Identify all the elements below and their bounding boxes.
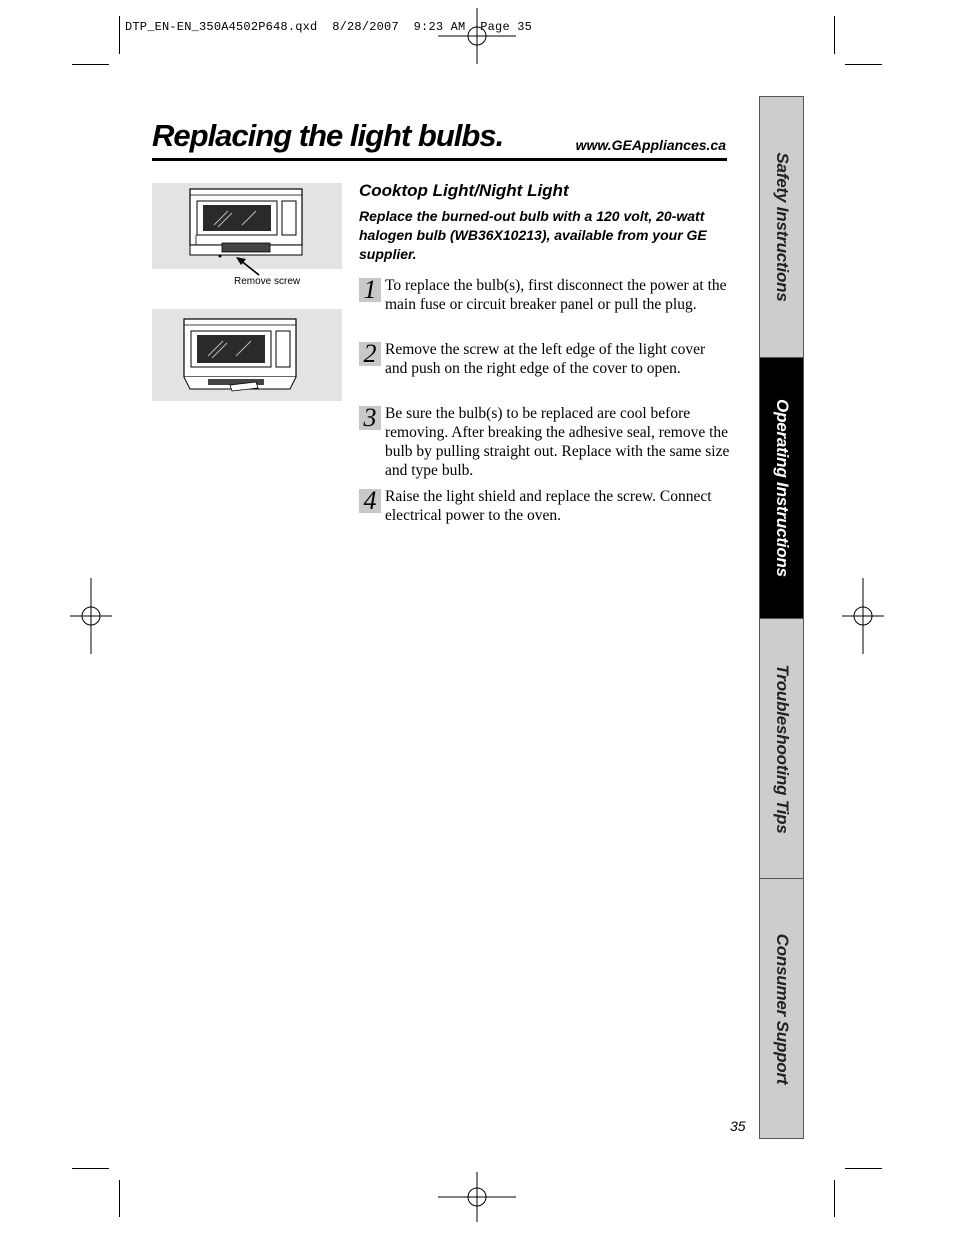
tab-consumer-support[interactable] bbox=[760, 879, 803, 1138]
step-text: Be sure the bulb(s) to be replaced are cool before removing. After breaking the adhesive seal, remove the bulb by pulling straight out. Replace with the same size and type bulb. bbox=[385, 405, 730, 479]
figure-caption: Remove screw bbox=[234, 276, 301, 287]
step-text: Raise the light shield and replace the screw. Connect electrical power to the oven. bbox=[385, 488, 712, 524]
microwave-illustration-open bbox=[152, 309, 342, 401]
step-number: 2 bbox=[359, 342, 381, 366]
registration-mark-top bbox=[438, 8, 516, 64]
title-rule bbox=[152, 158, 727, 161]
step-number: 4 bbox=[359, 489, 381, 513]
step-text: Remove the screw at the left edge of the light cover and push on the right edge of the cover to open. bbox=[385, 341, 706, 377]
tab-safety-instructions[interactable] bbox=[760, 97, 803, 357]
bulb-specification: Replace the burned-out bulb with a 120 volt, 20-watt halogen bulb (WB36X10213), available from your GE supplier. bbox=[359, 208, 707, 262]
tab-label: Safety Instructions bbox=[772, 152, 792, 302]
registration-mark-left bbox=[70, 578, 112, 654]
tab-label: Troubleshooting Tips bbox=[772, 663, 792, 834]
tab-troubleshooting-tips[interactable] bbox=[760, 619, 803, 878]
section-tabs bbox=[759, 96, 804, 1139]
step-number: 3 bbox=[359, 406, 381, 430]
step-number: 1 bbox=[359, 278, 381, 302]
page-number: 35 bbox=[730, 1118, 746, 1134]
tab-label: Operating Instructions bbox=[772, 399, 792, 577]
tab-operating-instructions[interactable] bbox=[760, 358, 803, 618]
website-link[interactable]: www.GEAppliances.ca bbox=[575, 137, 726, 153]
page-title: Replacing the light bulbs. bbox=[152, 118, 504, 153]
registration-mark-bottom bbox=[438, 1172, 516, 1222]
registration-mark-right bbox=[842, 578, 884, 654]
step-text: To replace the bulb(s), first disconnect the power at the main fuse or circuit breaker panel or pull the plug. bbox=[385, 277, 727, 313]
tab-label: Consumer Support bbox=[772, 933, 792, 1084]
screw-callout-arrow bbox=[232, 254, 262, 278]
section-title: Cooktop Light/Night Light bbox=[359, 181, 569, 200]
print-slug: DTP_EN-EN_350A4502P648.qxd 8/28/2007 9:23 AM Page 35 bbox=[125, 20, 533, 34]
